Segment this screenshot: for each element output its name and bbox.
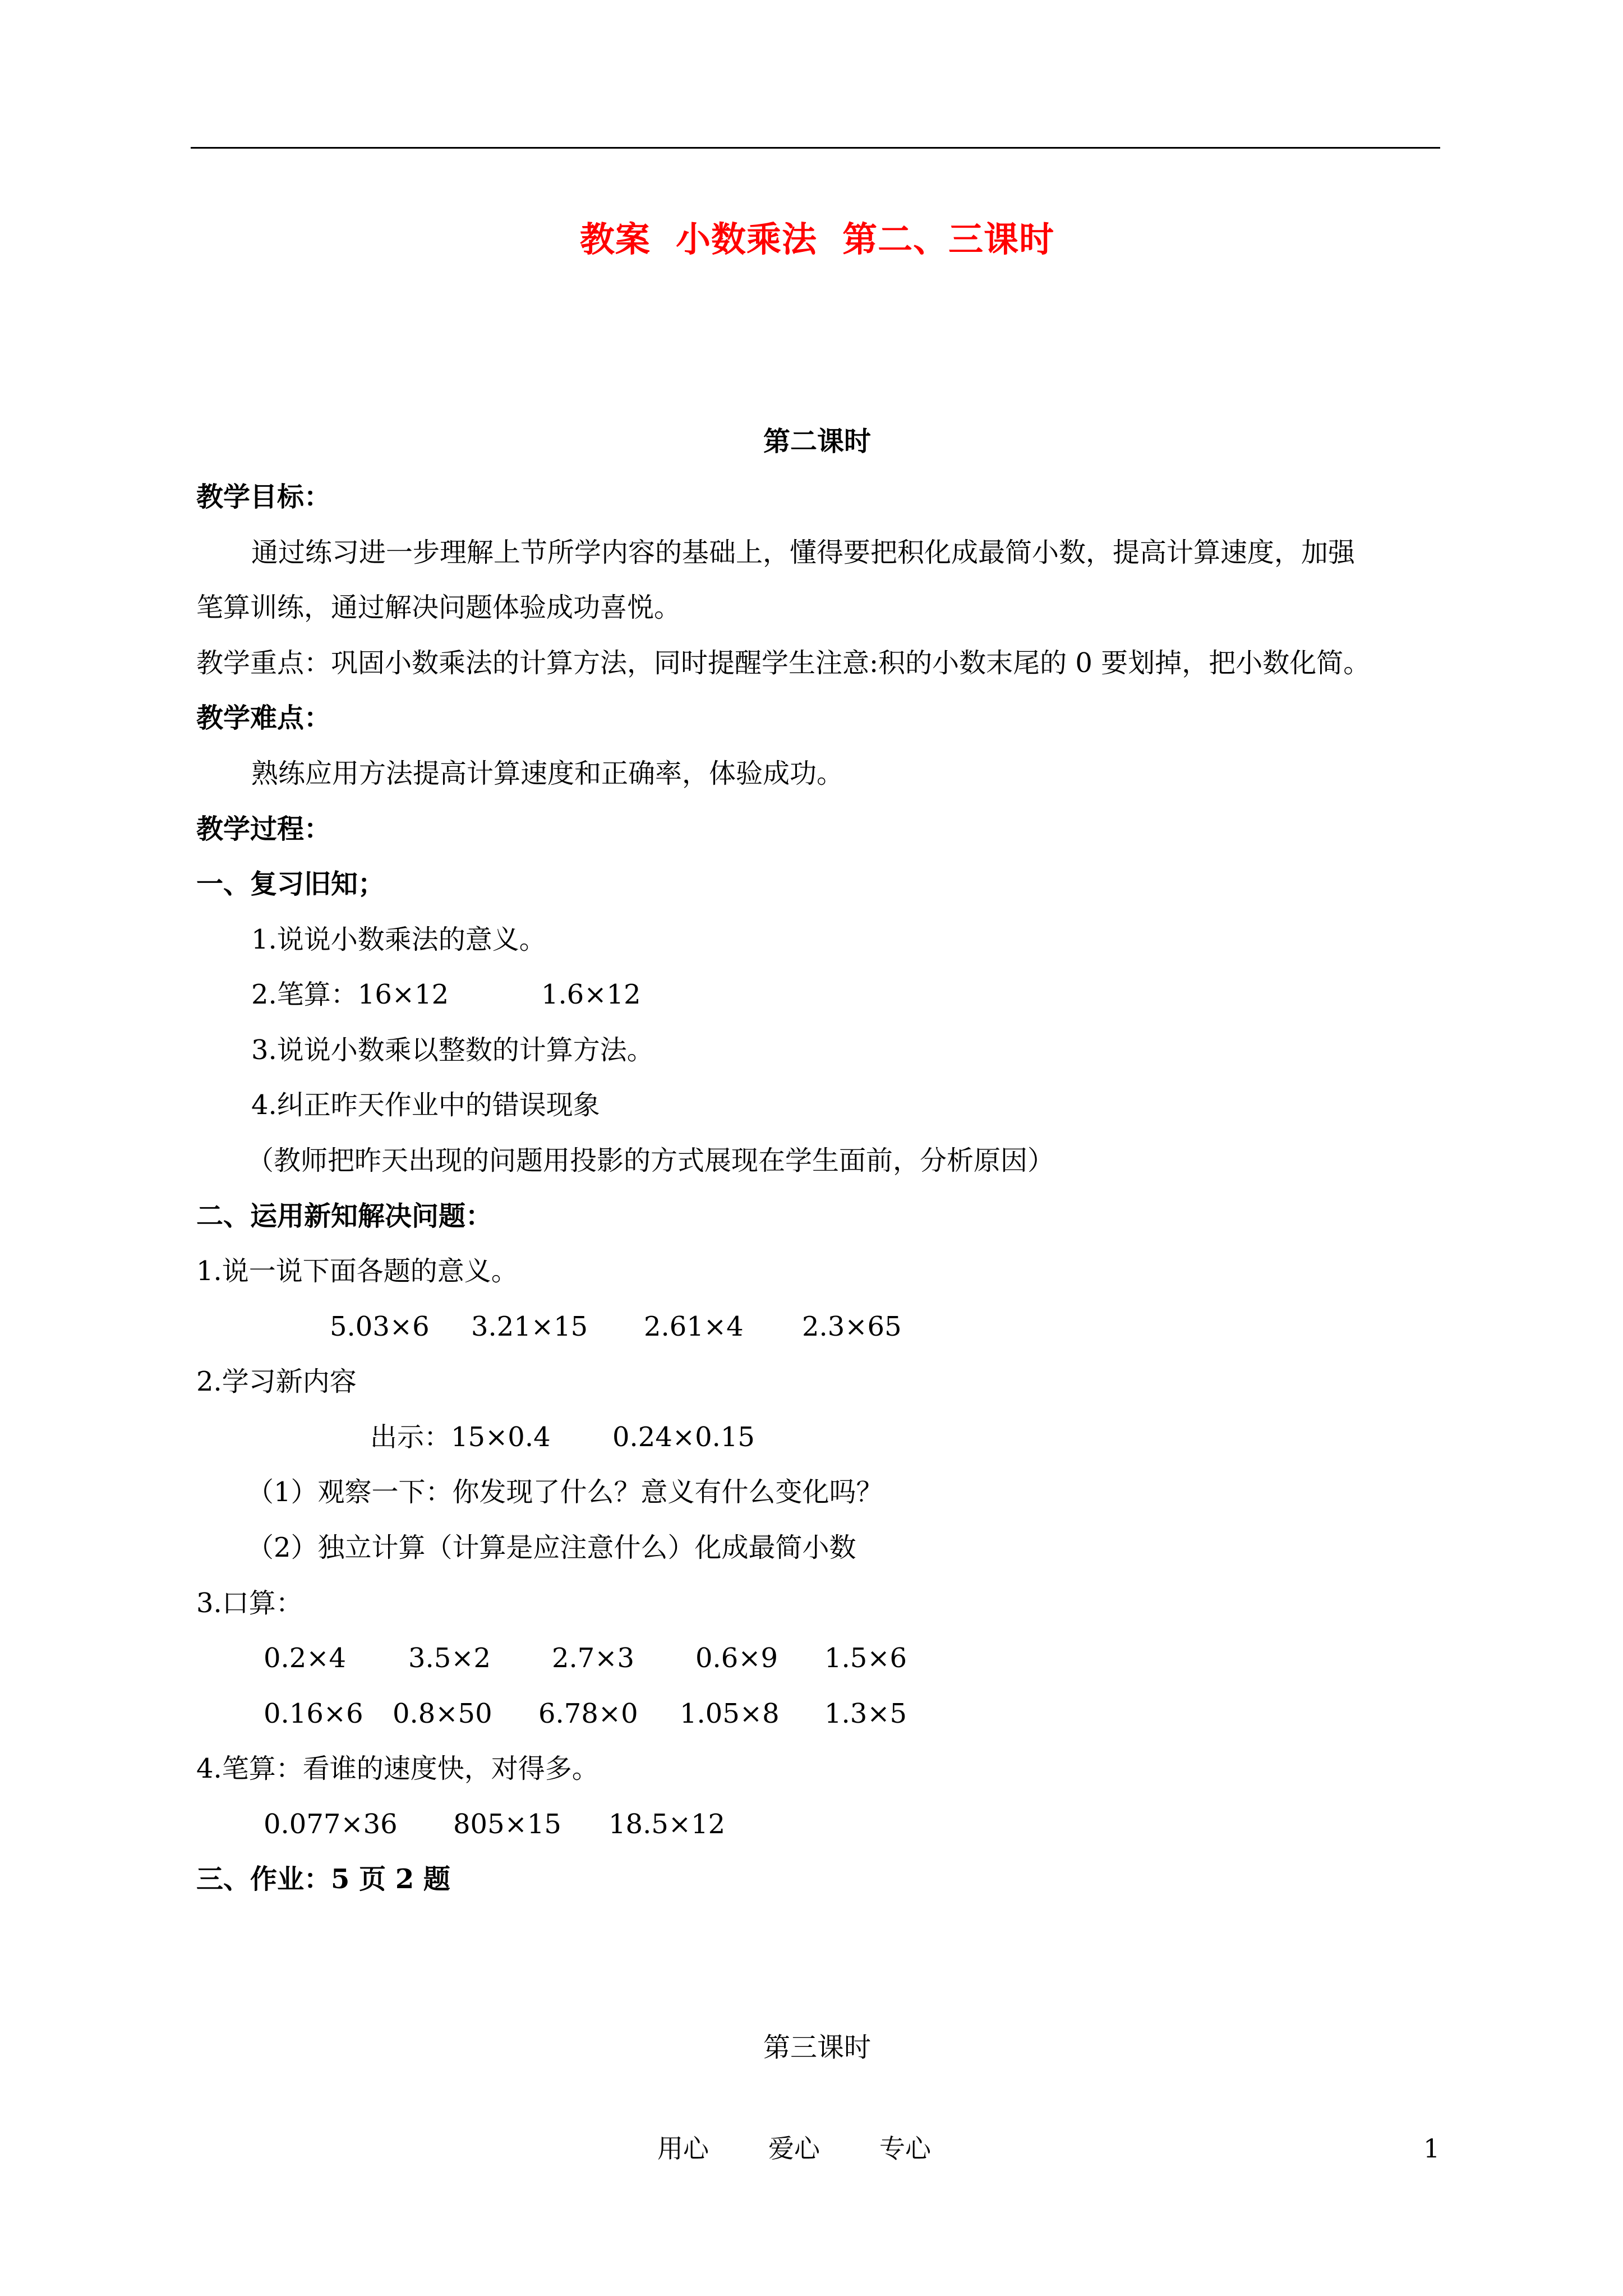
section1-heading: 一、复习旧知； bbox=[196, 868, 385, 900]
oral-expr: 1.5×6 bbox=[824, 1642, 907, 1674]
section2-item2: 2.学习新内容 bbox=[196, 1366, 357, 1397]
footer-motto: 用心 bbox=[657, 2133, 709, 2164]
key-point: 教学重点：巩固小数乘法的计算方法，同时提醒学生注意:积的小数末尾的 0 要划掉，把小数化简。 bbox=[196, 647, 1371, 679]
header-rule bbox=[191, 147, 1440, 149]
written-expr: 18.5×12 bbox=[608, 1809, 726, 1840]
oral-expr: 6.78×0 bbox=[538, 1698, 638, 1729]
section1-item4: 4.纠正昨天作业中的错误现象 bbox=[251, 1089, 600, 1121]
section3-heading: 三、作业：5 页 2 题 bbox=[196, 1864, 450, 1895]
section2-item3: 3.口算： bbox=[196, 1588, 303, 1619]
lesson3-heading: 第三课时 bbox=[763, 2032, 871, 2063]
section1-item2-extra: 1.6×12 bbox=[541, 979, 641, 1010]
oral-expr: 0.8×50 bbox=[393, 1698, 492, 1729]
section2-item1: 1.说一说下面各题的意义。 bbox=[196, 1255, 518, 1287]
oral-expr: 2.7×3 bbox=[552, 1642, 635, 1674]
oral-expr: 0.16×6 bbox=[264, 1698, 363, 1729]
show-label: 出示：15×0.4 bbox=[370, 1421, 551, 1453]
oral-expr: 0.2×4 bbox=[264, 1642, 347, 1674]
show-extra: 0.24×0.15 bbox=[612, 1421, 755, 1453]
process-label: 教学过程： bbox=[196, 813, 331, 845]
difficulty-text: 熟练应用方法提高计算速度和正确率，体验成功。 bbox=[251, 758, 844, 789]
oral-expr: 3.5×2 bbox=[408, 1642, 491, 1674]
goal-text-line2: 笔算训练，通过解决问题体验成功喜悦。 bbox=[196, 592, 681, 623]
question-2: （2）独立计算（计算是应注意什么）化成最简小数 bbox=[247, 1532, 856, 1563]
section1-item1: 1.说说小数乘法的意义。 bbox=[251, 924, 546, 955]
section1-note: （教师把昨天出现的问题用投影的方式展现在学生面前，分析原因） bbox=[247, 1145, 1055, 1176]
document-title: 教案 小数乘法 第二、三课时 bbox=[579, 219, 1055, 260]
section2-heading: 二、运用新知解决问题： bbox=[196, 1200, 493, 1232]
oral-expr: 1.05×8 bbox=[680, 1698, 780, 1729]
expr-item: 5.03×6 bbox=[330, 1311, 430, 1342]
section1-item3: 3.说说小数乘以整数的计算方法。 bbox=[251, 1034, 654, 1066]
expr-item: 3.21×15 bbox=[471, 1311, 588, 1342]
footer-motto: 专心 bbox=[879, 2133, 931, 2164]
written-expr: 0.077×36 bbox=[264, 1809, 398, 1840]
expr-item: 2.61×4 bbox=[644, 1311, 744, 1342]
lesson2-heading: 第二课时 bbox=[763, 426, 871, 457]
question-1: （1）观察一下：你发现了什么？意义有什么变化吗？ bbox=[247, 1476, 883, 1508]
section1-item2: 2.笔算：16×12 bbox=[251, 979, 449, 1010]
page-number: 1 bbox=[1423, 2133, 1440, 2164]
section2-item4: 4.笔算：看谁的速度快，对得多。 bbox=[196, 1753, 599, 1784]
expr-item: 2.3×65 bbox=[802, 1311, 902, 1342]
difficulty-label: 教学难点： bbox=[196, 702, 331, 734]
goal-label: 教学目标： bbox=[196, 481, 331, 513]
footer-motto: 爱心 bbox=[768, 2133, 820, 2164]
goal-text-line1: 通过练习进一步理解上节所学内容的基础上，懂得要把积化成最简小数，提高计算速度，加强 bbox=[251, 537, 1355, 568]
oral-expr: 0.6×9 bbox=[695, 1642, 778, 1674]
written-expr: 805×15 bbox=[453, 1809, 561, 1840]
oral-expr: 1.3×5 bbox=[824, 1698, 907, 1729]
